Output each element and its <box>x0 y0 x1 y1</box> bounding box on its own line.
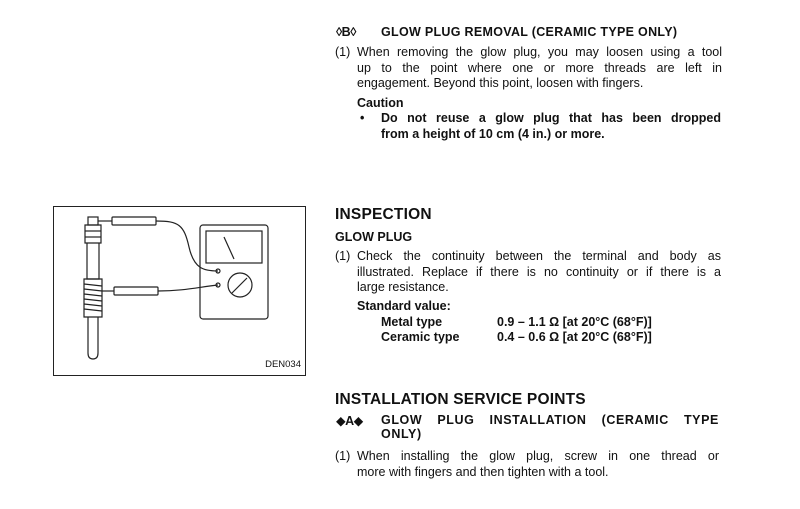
ceramic-type-value: 0.4 – 0.6 Ω [at 20°C (68°F)] <box>497 330 652 344</box>
removal-title: GLOW PLUG REMOVAL (CERAMIC TYPE ONLY) <box>381 25 678 39</box>
metal-type-value: 0.9 – 1.1 Ω [at 20°C (68°F)] <box>497 315 652 329</box>
glow-plug-continuity-diagram <box>53 206 306 376</box>
installation-line-1: When installing the glow plug, screw in one thread or <box>357 449 719 463</box>
figure-label: DEN034 <box>265 359 301 370</box>
ceramic-type-label: Ceramic type <box>381 330 460 344</box>
inspection-title: INSPECTION <box>335 206 432 223</box>
installation-subtitle <box>381 413 719 441</box>
diagram-illustration <box>54 207 305 375</box>
installation-line-2: more with fingers and then tighten with a tool. <box>357 464 609 479</box>
inspection-step-number: (1) <box>335 249 351 263</box>
installation-subtitle-line-2: ONLY) <box>381 427 422 441</box>
removal-line-1: When removing the glow plug, you may loosen using a tool <box>357 45 722 59</box>
caution-text <box>381 111 721 142</box>
removal-line-2: up to the point where one or more threads are left in <box>357 60 722 75</box>
caution-title: Caution <box>357 96 404 110</box>
installation-subtitle-line-1: GLOW PLUG INSTALLATION (CERAMIC TYPE <box>381 413 719 427</box>
installation-marker: ◆A◆ <box>336 414 363 428</box>
inspection-line-3: large resistance. <box>357 280 449 294</box>
caution-bullet: • <box>360 111 365 125</box>
inspection-step-text <box>357 249 721 296</box>
caution-line-1: Do not reuse a glow plug that has been dropped <box>381 111 721 125</box>
removal-step-text <box>357 45 722 92</box>
caution-line-2: from a height of 10 cm (4 in.) or more. <box>381 126 605 141</box>
removal-line-3: engagement. Beyond this point, loosen with fingers. <box>357 76 644 90</box>
metal-type-label: Metal type <box>381 315 443 329</box>
removal-step-number: (1) <box>335 45 351 59</box>
installation-step-text <box>357 449 719 480</box>
inspection-subtitle: GLOW PLUG <box>335 230 413 244</box>
inspection-line-2: illustrated. Replace if there is no continuity or if there is a <box>357 264 721 279</box>
removal-marker: ◊B◊ <box>336 25 356 39</box>
installation-step-number: (1) <box>335 449 351 463</box>
inspection-line-1: Check the continuity between the terminal and body as <box>357 249 721 263</box>
installation-title: INSTALLATION SERVICE POINTS <box>335 391 586 408</box>
standard-value-label: Standard value: <box>357 299 451 313</box>
